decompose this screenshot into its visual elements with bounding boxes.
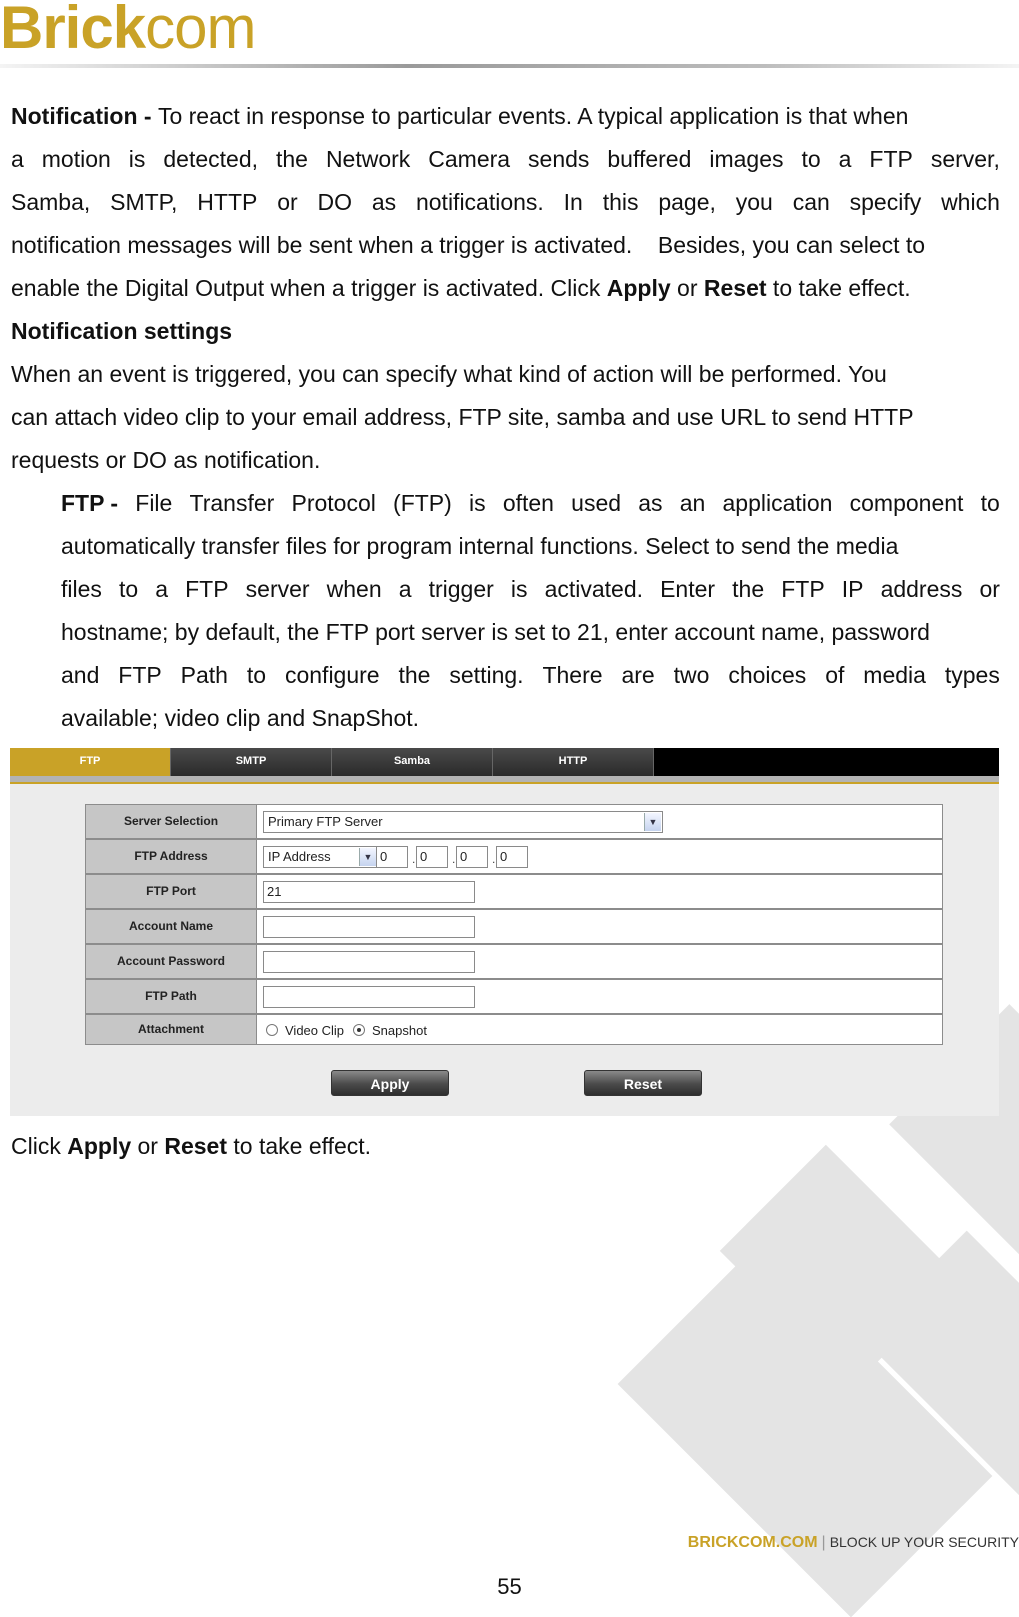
word: Enter xyxy=(660,576,716,602)
word: a xyxy=(398,576,412,602)
word: is xyxy=(510,576,528,602)
form-row-ftp-port xyxy=(85,874,943,909)
word: Camera xyxy=(428,146,511,172)
word: or xyxy=(979,576,1000,602)
ftp-line-3 xyxy=(61,568,1000,611)
word: often xyxy=(502,490,554,516)
address-type-dropdown[interactable]: IP Address ▼ xyxy=(263,846,378,868)
reset-button[interactable]: Reset xyxy=(584,1070,702,1096)
tab-accent-line xyxy=(10,782,999,784)
server-selection-dropdown[interactable]: Primary FTP Server ▼ xyxy=(263,811,663,833)
word: motion xyxy=(41,146,111,172)
form-row-account-name xyxy=(85,909,943,944)
tab-http[interactable]: HTTP xyxy=(493,748,654,776)
word: SMTP, xyxy=(110,189,178,215)
word: In xyxy=(563,189,583,215)
word: notifications. xyxy=(415,189,544,215)
word: the xyxy=(732,576,765,602)
word: when xyxy=(326,576,382,602)
word: to xyxy=(118,576,139,602)
ftp-line-1 xyxy=(61,482,1000,525)
ftp-path-cell xyxy=(257,979,943,1014)
intro-line-2 xyxy=(11,138,1000,181)
word: is xyxy=(128,146,146,172)
ftp-port-input[interactable]: 21 xyxy=(263,881,475,903)
word: images xyxy=(709,146,784,172)
word: as xyxy=(638,490,663,516)
word: to xyxy=(980,490,1000,516)
form-row-ftp-address xyxy=(85,839,943,874)
intro-line-1: Notification - To react in response to particular events. A typical application is that when xyxy=(11,103,909,129)
word: Transfer xyxy=(189,490,275,516)
word: or xyxy=(277,189,298,215)
ftp-settings-screenshot xyxy=(10,748,999,1116)
tab-bar xyxy=(10,748,999,776)
word: application xyxy=(722,490,833,516)
ip-dot: . xyxy=(452,852,456,866)
word: There xyxy=(542,662,603,688)
word: Samba, xyxy=(11,189,91,215)
ftp-term-bold: FTP - xyxy=(61,490,119,516)
ip-dot: . xyxy=(412,852,416,866)
word: to xyxy=(246,662,267,688)
word: FTP xyxy=(869,146,913,172)
word: this xyxy=(602,189,639,215)
account-name-label: Account Name xyxy=(85,909,257,944)
header-divider xyxy=(0,64,1019,68)
word: files xyxy=(61,576,102,602)
intro-line-4: notification messages will be sent when a trigger is activated. Besides, you can select to xyxy=(11,232,926,258)
form-row-server-selection xyxy=(85,804,943,839)
word: configure xyxy=(284,662,380,688)
snapshot-radio[interactable] xyxy=(353,1024,365,1036)
word: you xyxy=(735,189,773,215)
word: a xyxy=(838,146,852,172)
footer-brand: BRICKCOM.COM | BLOCK UP YOUR SECURITY xyxy=(687,1534,1019,1551)
attachment-label: Attachment xyxy=(85,1014,257,1045)
word: which xyxy=(941,189,1000,215)
word: media xyxy=(863,662,926,688)
word: server xyxy=(245,576,310,602)
intro-line-5: enable the Digital Output when a trigger is activated. Click Apply or Reset to take effect. xyxy=(11,275,911,301)
video-clip-label: Video Clip xyxy=(285,1023,345,1038)
ip-octet-3-input[interactable]: 0 xyxy=(456,846,488,868)
word: FTP xyxy=(781,576,825,602)
ip-octet-4-input[interactable]: 0 xyxy=(496,846,528,868)
tab-samba[interactable]: Samba xyxy=(332,748,493,776)
settings-line-3: requests or DO as notification. xyxy=(11,447,321,473)
ftp-line-4: hostname; by default, the FTP port server is set to 21, enter account name, password xyxy=(61,619,930,645)
tab-smtp[interactable]: SMTP xyxy=(171,748,332,776)
word: IP xyxy=(841,576,864,602)
ftp-port-label: FTP Port xyxy=(85,874,257,909)
ftp-path-label: FTP Path xyxy=(85,979,257,1014)
word: HTTP xyxy=(197,189,258,215)
word: is xyxy=(469,490,486,516)
word: buffered xyxy=(607,146,692,172)
word: activated. xyxy=(544,576,644,602)
form-row-account-password xyxy=(85,944,943,979)
ip-dot: . xyxy=(492,852,496,866)
word: as xyxy=(371,189,397,215)
word: Path xyxy=(180,662,228,688)
word: the xyxy=(398,662,431,688)
form-row-attachment xyxy=(85,1014,943,1045)
word: server, xyxy=(930,146,1000,172)
form-row-ftp-path xyxy=(85,979,943,1014)
word: used xyxy=(571,490,622,516)
word: component xyxy=(849,490,964,516)
ftp-address-cell xyxy=(257,839,943,874)
word: choices xyxy=(728,662,807,688)
ftp-path-input[interactable] xyxy=(263,986,475,1008)
word: detected, xyxy=(163,146,259,172)
word: specify xyxy=(849,189,922,215)
closing-line: Click Apply or Reset to take effect. xyxy=(11,1133,372,1159)
word: (FTP) xyxy=(393,490,452,516)
word: types xyxy=(944,662,1000,688)
word: of xyxy=(825,662,845,688)
word: trigger xyxy=(428,576,494,602)
word: File xyxy=(135,490,173,516)
word: a xyxy=(11,146,24,172)
account-name-cell xyxy=(257,909,943,944)
settings-line-1: When an event is triggered, you can specify what kind of action will be performed. You xyxy=(11,361,887,387)
chevron-down-icon: ▼ xyxy=(644,813,661,831)
snapshot-label: Snapshot xyxy=(372,1023,427,1038)
ftp-address-label: FTP Address xyxy=(85,839,257,874)
page-number: 55 xyxy=(497,1574,522,1599)
attachment-cell xyxy=(257,1014,943,1045)
account-name-input[interactable] xyxy=(263,916,475,938)
word: to xyxy=(801,146,821,172)
word: a xyxy=(155,576,169,602)
ftp-line-6: available; video clip and SnapShot. xyxy=(61,705,420,731)
account-password-input[interactable] xyxy=(263,951,475,973)
word: Protocol xyxy=(291,490,376,516)
intro-line-3 xyxy=(11,181,1000,224)
word: are xyxy=(621,662,655,688)
ftp-port-cell xyxy=(257,874,943,909)
word: address xyxy=(880,576,963,602)
chevron-down-icon: ▼ xyxy=(359,848,376,866)
word: Network xyxy=(325,146,411,172)
video-clip-radio[interactable] xyxy=(266,1024,278,1036)
ftp-line-2: automatically transfer files for program internal functions. Select to send the media xyxy=(61,533,899,559)
section-heading: Notification settings xyxy=(11,318,233,344)
ip-octet-2-input[interactable]: 0 xyxy=(416,846,448,868)
word: FTP xyxy=(118,662,162,688)
server-selection-cell xyxy=(257,804,943,839)
word: DO xyxy=(317,189,352,215)
apply-button[interactable]: Apply xyxy=(331,1070,449,1096)
word: and xyxy=(61,662,100,688)
ip-octet-1-input[interactable]: 0 xyxy=(376,846,408,868)
word: an xyxy=(679,490,706,516)
word: FTP xyxy=(185,576,229,602)
word: sends xyxy=(528,146,590,172)
account-password-label: Account Password xyxy=(85,944,257,979)
ftp-line-5 xyxy=(61,654,1000,697)
word: can xyxy=(792,189,830,215)
word: page, xyxy=(658,189,716,215)
server-selection-label: Server Selection xyxy=(85,804,257,839)
account-password-cell xyxy=(257,944,943,979)
word: setting. xyxy=(449,662,524,688)
word: the xyxy=(275,146,308,172)
word: two xyxy=(673,662,710,688)
tab-ftp[interactable]: FTP xyxy=(10,748,171,776)
settings-line-2: can attach video clip to your email address, FTP site, samba and use URL to send HTTP xyxy=(11,404,914,430)
brickcom-logo: Brickcom xyxy=(0,0,256,61)
